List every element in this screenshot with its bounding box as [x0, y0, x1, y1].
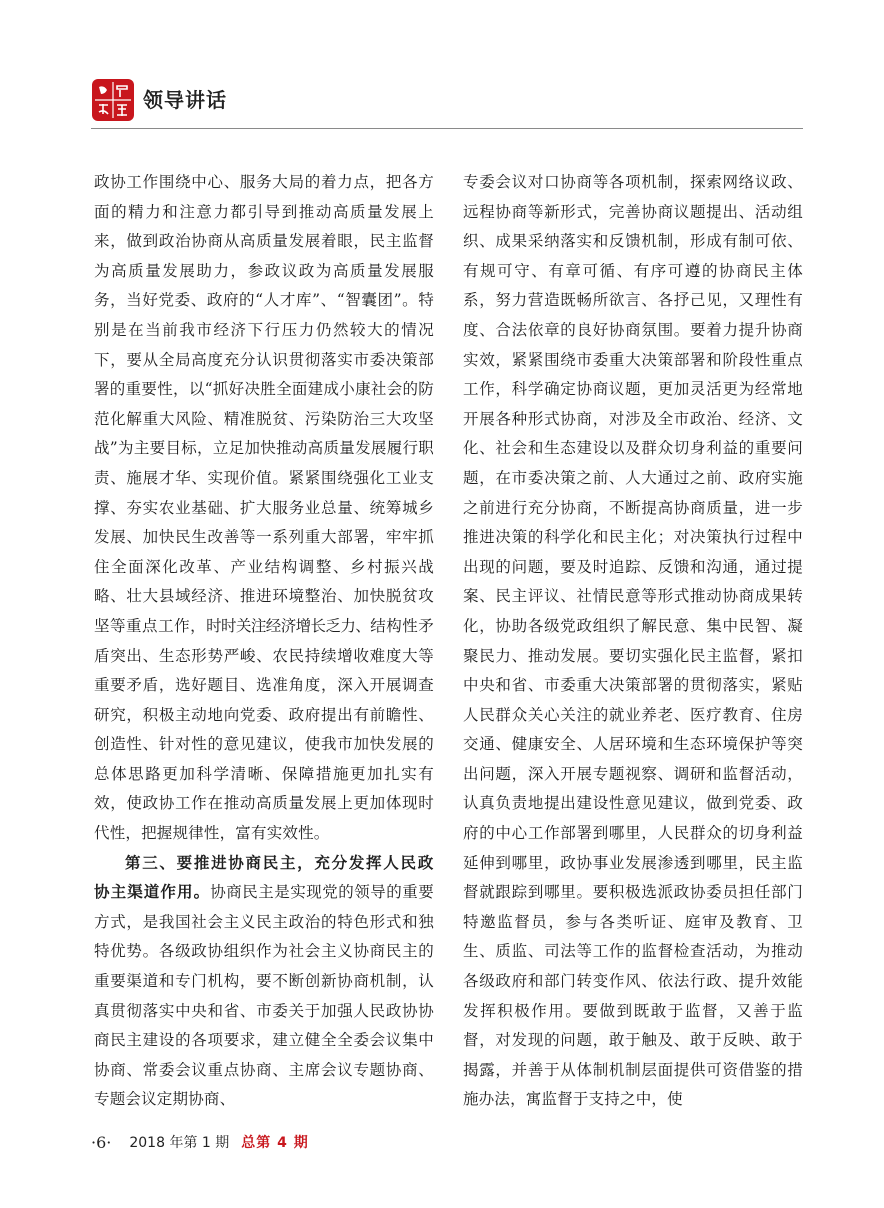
paragraph-text: 时时关注经济增长乏力、	[206, 616, 371, 635]
issue-label: 2018 年第 1 期	[129, 1135, 230, 1151]
total-issue-label: 总第 4 期	[241, 1135, 309, 1151]
body-paragraph	[94, 849, 434, 1115]
paragraph-text: 政协工作围绕中心、服务大局的着力点，把各方面的精力和注意力都引导到推动高质量发展上来，做到政治协商从高质量发展着眼，民主监督为高质量发展助力，参政议政为高质量发展服务，当好党委、政府的“人才库”、“智囊团”。特别是在当前我市经济下行压力仍然较大的情况下，要从全局高度充分认识贯彻落实市委决策部署的重要性，以“抓好决胜全面建成小康社会的防范化解重大风险、精准脱贫、污染防治三大攻坚战”为主要目标，立足加快推动高质量发展履行职责、施展才华、实现价值。紧紧围绕强化工业支撑、夯实农业基础、扩大服务业总量、统筹城乡发展、加快民生改善等一系列重大部署，牢牢抓住全面深化改革、产业结构调整、乡村振兴战略、壮大县域经济、推进环境整治、加快脱贫攻坚等重点工作，	[94, 173, 434, 635]
header-divider	[91, 128, 803, 129]
paragraph-lead-heading: 第三、要推进协商民主，充分发挥人民政协主渠道作用。	[94, 853, 434, 902]
body-paragraph	[94, 168, 434, 849]
body-paragraph	[463, 168, 803, 1115]
paragraph-text: 协商民主是实现党的领导的重要方式，是我国社会主义民主政治的特色形式和独特优势。各级政协组织作为社会主义协商民主的重要渠道和专门机构，要不断创新协商机制，认真贯彻落实中央和省、市委关于加强人民政协协商民主建设的各项要求，建立健全全委会议集中协商、常委会议重点协商、主席会议专题协商、专题会议定期协商、	[94, 883, 434, 1109]
page-number: ·6·	[91, 1132, 112, 1152]
paragraph-text: 专委会议对口协商等各项机制，探索网络议政、远程协商等新形式，完善协商议题提出、活动组织、成果采纳落实和反馈机制，形成有制可依、有规可守、有章可循、有序可遵的协商民主体系，努力营造既畅所欲言、各抒己见，又理性有度、合法依章的良好协商氛围。要着力提升协商实效，紧紧围绕市委重大决策部署和阶段性重点工作，科学确定协商议题，更加灵活更为经常地开展各种形式协商，对涉及全市政治、经济、文化、社会和生态建设以及群众切身利益的重要问题，在市委决策之前、人大通过之前、政府实施之前进行充分协商，不断提高协商质量，进一步推进决策的科学化和民主化；对决策执行过程中出现的问题，要及时追踪、反馈和沟通，通过提案、民主评议、社情民意等形式推动协商成果转化，协助各级党政组织了解民意、集中民智、凝聚民力、推动发展。要切实强化民主监督，紧扣中央和省、市委重大决策部署的贯彻落实，紧贴人民群众关心关注的就业养老、医疗教育、住房交通、健康安全、人居环境和生态环境保护等突出问题，深入开展专题视察、调研和监督活动，认真负责地提出建设性意见建议，做到党委、政府的中心工作部署到哪里，人民群众的切身利益延伸到哪里，政协事业发展渗透到哪里，民主监督就跟踪到哪里。要积极选派政协委员担任部门特邀监督员，参与各类听证、庭审及教育、卫生、质监、司法等工作的监督检查活动，为推动各级政府和部门转变作风、依法行政、提升效能发挥积极作用。要做到既敢于监督，又善于监督，对发现的问题，敢于触及、敢于反映、敢于揭露，并善于从体制机制层面提供可资借鉴的措施办法，寓监督于支持之中，使	[463, 173, 803, 1109]
paragraph-text: 结构性矛盾突出、生态形势严峻、农民持续增收难度大等重要矛盾，选好题目、选准角度，深入开展调查研究，积极主动地向党委、政府提出有前瞻性、创造性、针对性的意见建议，使我市加快发展的总体思路更加科学清晰、保障措施更加扎实有效，使政协工作在推动高质量发展上更加体现时代性，把握规律性，富有实效性。	[94, 616, 434, 843]
page-header	[91, 78, 803, 122]
section-title: 领导讲话	[143, 88, 227, 112]
cppcc-seal-logo	[91, 78, 135, 122]
right-column	[463, 168, 803, 1115]
left-column	[94, 168, 434, 1115]
page-footer	[91, 1130, 309, 1154]
